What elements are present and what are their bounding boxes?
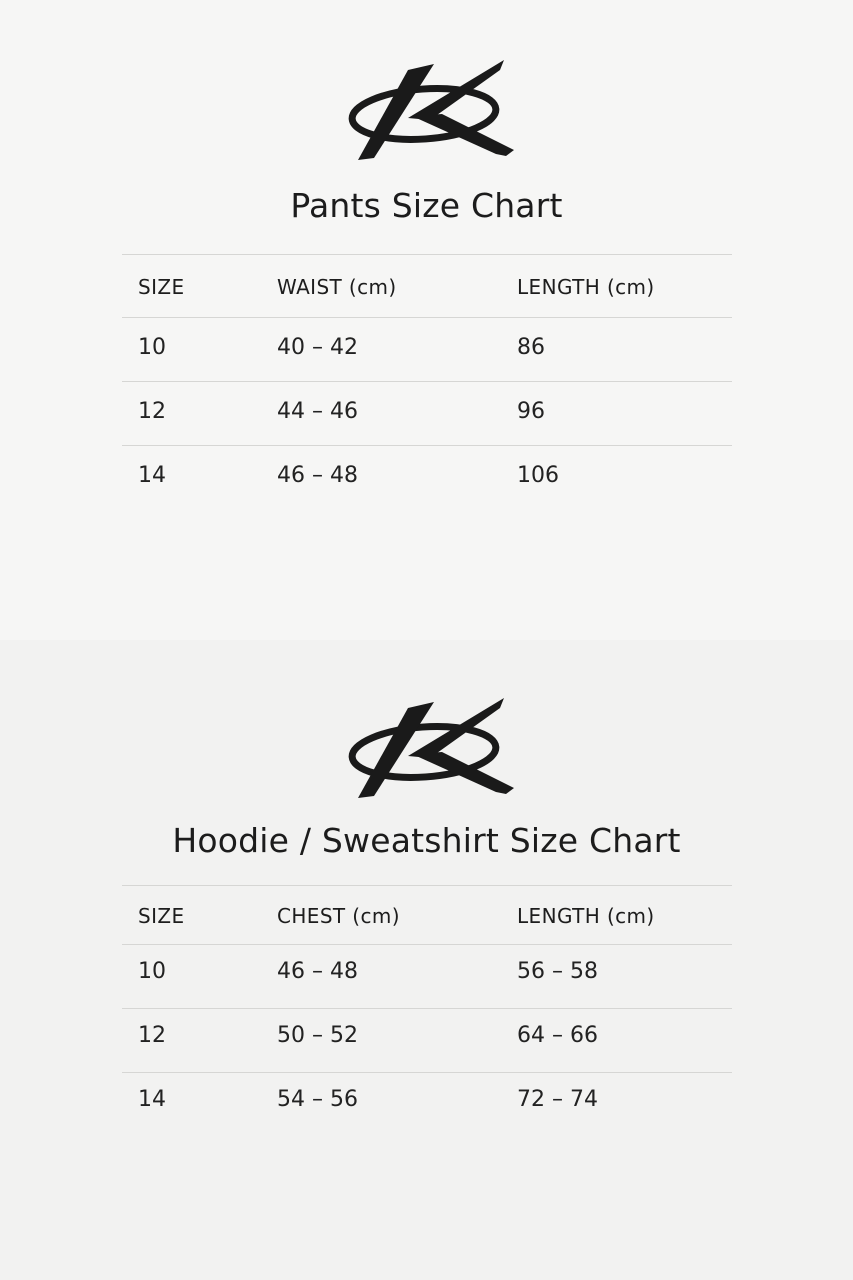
length-cell: 86 bbox=[517, 335, 545, 360]
column-header: LENGTH (cm) bbox=[517, 904, 655, 928]
table-row bbox=[122, 446, 732, 509]
brand-logo-icon bbox=[346, 58, 516, 162]
chest-cell: 50 – 52 bbox=[277, 1023, 358, 1048]
column-header: SIZE bbox=[138, 275, 185, 299]
column-header: CHEST (cm) bbox=[277, 904, 400, 928]
waist-cell: 44 – 46 bbox=[277, 399, 358, 424]
hoodie-size-chart-panel bbox=[0, 640, 853, 1280]
table-header-row bbox=[122, 255, 732, 317]
size-cell: 10 bbox=[138, 959, 166, 984]
size-table bbox=[122, 885, 732, 1136]
column-header: SIZE bbox=[138, 904, 185, 928]
size-cell: 14 bbox=[138, 1087, 166, 1112]
chest-cell: 54 – 56 bbox=[277, 1087, 358, 1112]
waist-cell: 46 – 48 bbox=[277, 463, 358, 488]
size-cell: 14 bbox=[138, 463, 166, 488]
chest-cell: 46 – 48 bbox=[277, 959, 358, 984]
table-row bbox=[122, 382, 732, 445]
length-cell: 56 – 58 bbox=[517, 959, 598, 984]
table-row bbox=[122, 1009, 732, 1072]
length-cell: 96 bbox=[517, 399, 545, 424]
size-cell: 12 bbox=[138, 399, 166, 424]
table-row bbox=[122, 945, 732, 1008]
length-cell: 72 – 74 bbox=[517, 1087, 598, 1112]
waist-cell: 40 – 42 bbox=[277, 335, 358, 360]
size-cell: 12 bbox=[138, 1023, 166, 1048]
length-cell: 64 – 66 bbox=[517, 1023, 598, 1048]
size-cell: 10 bbox=[138, 335, 166, 360]
size-table bbox=[122, 254, 732, 509]
page-title: Pants Size Chart bbox=[290, 186, 563, 225]
table-row bbox=[122, 318, 732, 381]
page-title: Hoodie / Sweatshirt Size Chart bbox=[172, 821, 681, 860]
length-cell: 106 bbox=[517, 463, 559, 488]
column-header: WAIST (cm) bbox=[277, 275, 397, 299]
table-header-row bbox=[122, 886, 732, 944]
column-header: LENGTH (cm) bbox=[517, 275, 655, 299]
brand-logo-icon bbox=[346, 696, 516, 800]
table-row bbox=[122, 1073, 732, 1136]
